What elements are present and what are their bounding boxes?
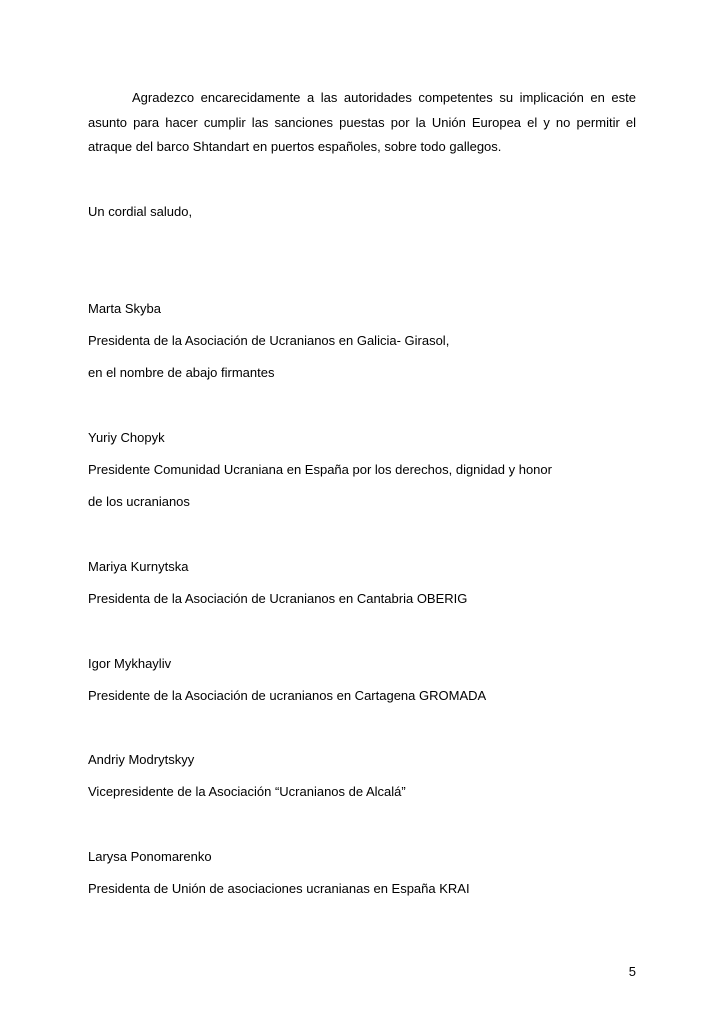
signatory-name: Igor Mykhayliv bbox=[88, 656, 172, 671]
signatory-title: Presidenta de Unión de asociaciones ucranianas en España KRAI bbox=[88, 881, 470, 896]
signatory-title-continued: de los ucranianos bbox=[88, 494, 190, 509]
closing-salutation: Un cordial saludo, bbox=[88, 204, 193, 219]
signatory-title: Presidenta de la Asociación de Ucranianos en Cantabria OBERIG bbox=[88, 591, 468, 606]
signatory-name: Mariya Kurnytska bbox=[88, 559, 189, 574]
signatory-title: Vicepresidente de la Asociación “Ucranianos de Alcalá” bbox=[88, 784, 406, 799]
signatory-name: Larysa Ponomarenko bbox=[88, 849, 212, 864]
page-number: 5 bbox=[628, 964, 636, 979]
signatory-name: Marta Skyba bbox=[88, 301, 161, 316]
signatory-title: Presidenta de la Asociación de Ucranianos en Galicia- Girasol, bbox=[88, 333, 450, 348]
signatory-note: en el nombre de abajo firmantes bbox=[88, 365, 275, 380]
signatory-name: Yuriy Chopyk bbox=[88, 430, 165, 445]
signatory-title: Presidente Comunidad Ucraniana en España por los derechos, dignidad y honor bbox=[88, 462, 552, 477]
intro-paragraph: Agradezco encarecidamente a las autoridades competentes su implicación en este asunto para hacer cumplir las sanciones puestas por la Unión Europea el y no permitir el atraque del barco Shtandart en puertos españoles, sobre todo gallegos. bbox=[88, 90, 636, 154]
signatory-title: Presidente de la Asociación de ucranianos en Cartagena GROMADA bbox=[88, 688, 487, 703]
signatory-name: Andriy Modrytskyy bbox=[88, 752, 195, 767]
